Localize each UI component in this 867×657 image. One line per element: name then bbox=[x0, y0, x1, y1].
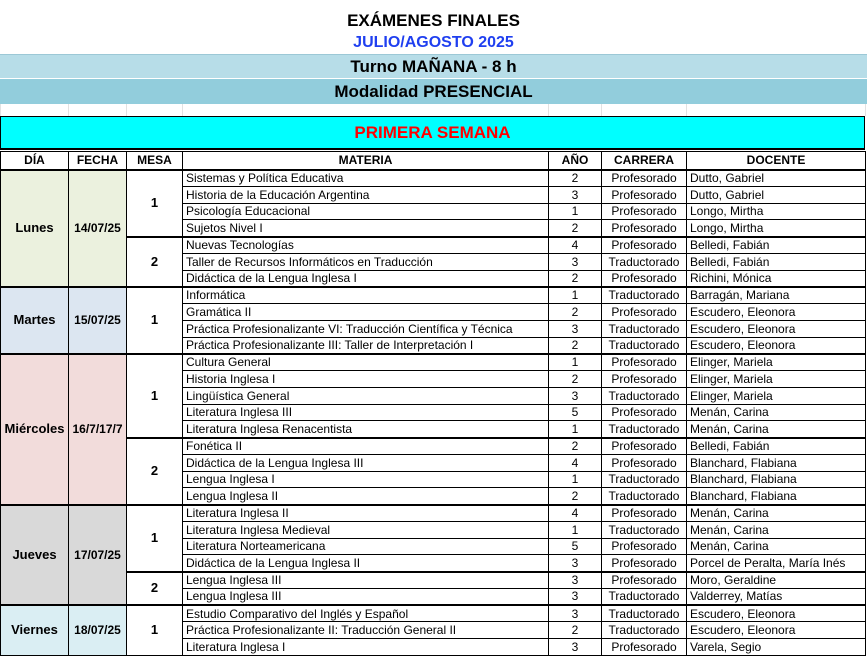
table-row bbox=[1, 354, 866, 371]
docente-cell: Barragán, Mariana bbox=[687, 287, 866, 304]
carrera-cell: Traductorado bbox=[602, 337, 687, 354]
docente-cell: Belledi, Fabián bbox=[687, 237, 866, 254]
carrera-cell: Profesorado bbox=[602, 170, 687, 187]
mesa-cell: 1 bbox=[127, 505, 183, 572]
docente-cell: Elinger, Mariela bbox=[687, 371, 866, 388]
carrera-cell: Traductorado bbox=[602, 622, 687, 639]
docente-cell: Menán, Carina bbox=[687, 421, 866, 438]
docente-cell: Blanchard, Flabiana bbox=[687, 488, 866, 505]
anio-cell: 2 bbox=[549, 371, 602, 388]
date-cell: 14/07/25 bbox=[69, 170, 127, 287]
materia-cell: Lengua Inglesa I bbox=[183, 471, 549, 488]
day-cell: Martes bbox=[1, 287, 69, 354]
column-header-mesa: MESA bbox=[127, 152, 183, 170]
docente-cell: Longo, Mirtha bbox=[687, 220, 866, 237]
carrera-cell: Traductorado bbox=[602, 521, 687, 538]
anio-cell: 2 bbox=[549, 488, 602, 505]
docente-cell: Elinger, Mariela bbox=[687, 354, 866, 371]
carrera-cell: Profesorado bbox=[602, 220, 687, 237]
docente-cell: Escudero, Eleonora bbox=[687, 622, 866, 639]
mesa-cell: 1 bbox=[127, 287, 183, 354]
docente-cell: Richini, Mónica bbox=[687, 270, 866, 287]
materia-cell: Cultura General bbox=[183, 354, 549, 371]
materia-cell: Estudio Comparativo del Inglés y Español bbox=[183, 605, 549, 622]
materia-cell: Sistemas y Política Educativa bbox=[183, 170, 549, 187]
period-subtitle: JULIO/AGOSTO 2025 bbox=[353, 34, 514, 51]
mesa-cell: 1 bbox=[127, 354, 183, 438]
carrera-cell: Profesorado bbox=[602, 572, 687, 589]
carrera-cell: Profesorado bbox=[602, 270, 687, 287]
spacer-grid-row bbox=[0, 104, 867, 116]
docente-cell: Menán, Carina bbox=[687, 538, 866, 555]
docente-cell: Porcel de Peralta, María Inés bbox=[687, 555, 866, 572]
table-row bbox=[1, 287, 866, 304]
column-header-anio: AÑO bbox=[549, 152, 602, 170]
materia-cell: Historia de la Educación Argentina bbox=[183, 186, 549, 203]
docente-cell: Dutto, Gabriel bbox=[687, 186, 866, 203]
docente-cell: Belledi, Fabián bbox=[687, 253, 866, 270]
table-row bbox=[1, 572, 866, 589]
day-cell: Viernes bbox=[1, 605, 69, 655]
anio-cell: 3 bbox=[549, 186, 602, 203]
anio-cell: 3 bbox=[549, 605, 602, 622]
turno-banner: Turno MAÑANA - 8 h bbox=[0, 54, 867, 78]
docente-cell: Escudero, Eleonora bbox=[687, 337, 866, 354]
carrera-cell: Profesorado bbox=[602, 186, 687, 203]
docente-cell: Escudero, Eleonora bbox=[687, 304, 866, 321]
mesa-cell: 1 bbox=[127, 170, 183, 237]
carrera-cell: Profesorado bbox=[602, 404, 687, 421]
table-row bbox=[1, 237, 866, 254]
carrera-cell: Traductorado bbox=[602, 588, 687, 605]
docente-cell: Varela, Segio bbox=[687, 639, 866, 656]
anio-cell: 1 bbox=[549, 287, 602, 304]
materia-cell: Literatura Inglesa Renacentista bbox=[183, 421, 549, 438]
materia-cell: Historia Inglesa I bbox=[183, 371, 549, 388]
anio-cell: 1 bbox=[549, 203, 602, 220]
table-row bbox=[1, 170, 866, 187]
mesa-cell: 2 bbox=[127, 237, 183, 287]
page-title: EXÁMENES FINALES bbox=[347, 11, 520, 30]
materia-cell: Didáctica de la Lengua Inglesa I bbox=[183, 270, 549, 287]
mesa-cell: 2 bbox=[127, 438, 183, 505]
anio-cell: 1 bbox=[549, 521, 602, 538]
carrera-cell: Traductorado bbox=[602, 488, 687, 505]
anio-cell: 2 bbox=[549, 304, 602, 321]
docente-cell: Escudero, Eleonora bbox=[687, 605, 866, 622]
anio-cell: 3 bbox=[549, 387, 602, 404]
day-cell: Lunes bbox=[1, 170, 69, 287]
anio-cell: 3 bbox=[549, 572, 602, 589]
carrera-cell: Profesorado bbox=[602, 354, 687, 371]
docente-cell: Moro, Geraldine bbox=[687, 572, 866, 589]
mesa-cell: 2 bbox=[127, 572, 183, 606]
docente-cell: Blanchard, Flabiana bbox=[687, 454, 866, 471]
anio-cell: 2 bbox=[549, 337, 602, 354]
carrera-cell: Traductorado bbox=[602, 605, 687, 622]
materia-cell: Lengua Inglesa III bbox=[183, 572, 549, 589]
carrera-cell: Traductorado bbox=[602, 287, 687, 304]
anio-cell: 4 bbox=[549, 454, 602, 471]
table-header-row bbox=[1, 152, 866, 170]
exam-schedule-table bbox=[0, 151, 866, 656]
materia-cell: Nuevas Tecnologías bbox=[183, 237, 549, 254]
docente-cell: Belledi, Fabián bbox=[687, 438, 866, 455]
materia-cell: Práctica Profesionalizante II: Traducción General II bbox=[183, 622, 549, 639]
docente-cell: Elinger, Mariela bbox=[687, 387, 866, 404]
materia-cell: Taller de Recursos Informáticos en Traducción bbox=[183, 253, 549, 270]
docente-cell: Blanchard, Flabiana bbox=[687, 471, 866, 488]
materia-cell: Literatura Inglesa Medieval bbox=[183, 521, 549, 538]
carrera-cell: Profesorado bbox=[602, 438, 687, 455]
day-cell: Miércoles bbox=[1, 354, 69, 505]
anio-cell: 5 bbox=[549, 404, 602, 421]
materia-cell: Lengua Inglesa II bbox=[183, 488, 549, 505]
anio-cell: 3 bbox=[549, 253, 602, 270]
anio-cell: 2 bbox=[549, 270, 602, 287]
table-body bbox=[1, 170, 866, 656]
anio-cell: 2 bbox=[549, 622, 602, 639]
materia-cell: Práctica Profesionalizante VI: Traducción Científica y Técnica bbox=[183, 320, 549, 337]
date-cell: 17/07/25 bbox=[69, 505, 127, 606]
carrera-cell: Profesorado bbox=[602, 237, 687, 254]
anio-cell: 4 bbox=[549, 505, 602, 522]
carrera-cell: Profesorado bbox=[602, 639, 687, 656]
anio-cell: 1 bbox=[549, 421, 602, 438]
carrera-cell: Profesorado bbox=[602, 203, 687, 220]
materia-cell: Sujetos Nivel I bbox=[183, 220, 549, 237]
anio-cell: 3 bbox=[549, 639, 602, 656]
anio-cell: 3 bbox=[549, 555, 602, 572]
anio-cell: 1 bbox=[549, 471, 602, 488]
column-header-carrera: CARRERA bbox=[602, 152, 687, 170]
day-cell: Jueves bbox=[1, 505, 69, 606]
anio-cell: 5 bbox=[549, 538, 602, 555]
materia-cell: Literatura Inglesa III bbox=[183, 404, 549, 421]
date-cell: 18/07/25 bbox=[69, 605, 127, 655]
materia-cell: Literatura Inglesa II bbox=[183, 505, 549, 522]
materia-cell: Literatura Inglesa I bbox=[183, 639, 549, 656]
carrera-cell: Profesorado bbox=[602, 538, 687, 555]
materia-cell: Psicología Educacional bbox=[183, 203, 549, 220]
anio-cell: 1 bbox=[549, 354, 602, 371]
modalidad-banner: Modalidad PRESENCIAL bbox=[0, 79, 867, 104]
materia-cell: Didáctica de la Lengua Inglesa II bbox=[183, 555, 549, 572]
table-row bbox=[1, 438, 866, 455]
carrera-cell: Profesorado bbox=[602, 505, 687, 522]
materia-cell: Lingüística General bbox=[183, 387, 549, 404]
carrera-cell: Traductorado bbox=[602, 421, 687, 438]
docente-cell: Menán, Carina bbox=[687, 505, 866, 522]
materia-cell: Fonética II bbox=[183, 438, 549, 455]
materia-cell: Didáctica de la Lengua Inglesa III bbox=[183, 454, 549, 471]
docente-cell: Menán, Carina bbox=[687, 521, 866, 538]
week-title-banner: PRIMERA SEMANA bbox=[0, 116, 865, 150]
docente-cell: Dutto, Gabriel bbox=[687, 170, 866, 187]
carrera-cell: Profesorado bbox=[602, 555, 687, 572]
carrera-cell: Traductorado bbox=[602, 253, 687, 270]
date-cell: 16/7/17/7 bbox=[69, 354, 127, 505]
carrera-cell: Profesorado bbox=[602, 454, 687, 471]
docente-cell: Escudero, Eleonora bbox=[687, 320, 866, 337]
anio-cell: 3 bbox=[549, 588, 602, 605]
docente-cell: Valderrey, Matías bbox=[687, 588, 866, 605]
carrera-cell: Traductorado bbox=[602, 471, 687, 488]
anio-cell: 2 bbox=[549, 170, 602, 187]
materia-cell: Lengua Inglesa III bbox=[183, 588, 549, 605]
materia-cell: Literatura Norteamericana bbox=[183, 538, 549, 555]
carrera-cell: Profesorado bbox=[602, 304, 687, 321]
carrera-cell: Profesorado bbox=[602, 371, 687, 388]
carrera-cell: Traductorado bbox=[602, 320, 687, 337]
table-row bbox=[1, 505, 866, 522]
carrera-cell: Traductorado bbox=[602, 387, 687, 404]
mesa-cell: 1 bbox=[127, 605, 183, 655]
table-row bbox=[1, 605, 866, 622]
docente-cell: Longo, Mirtha bbox=[687, 203, 866, 220]
anio-cell: 3 bbox=[549, 320, 602, 337]
column-header-fecha: FECHA bbox=[69, 152, 127, 170]
column-header-docente: DOCENTE bbox=[687, 152, 866, 170]
anio-cell: 2 bbox=[549, 220, 602, 237]
docente-cell: Menán, Carina bbox=[687, 404, 866, 421]
anio-cell: 4 bbox=[549, 237, 602, 254]
materia-cell: Práctica Profesionalizante III: Taller de Interpretación I bbox=[183, 337, 549, 354]
column-header-dia: DÍA bbox=[1, 152, 69, 170]
column-header-materia: MATERIA bbox=[183, 152, 549, 170]
anio-cell: 2 bbox=[549, 438, 602, 455]
materia-cell: Informática bbox=[183, 287, 549, 304]
materia-cell: Gramática II bbox=[183, 304, 549, 321]
date-cell: 15/07/25 bbox=[69, 287, 127, 354]
